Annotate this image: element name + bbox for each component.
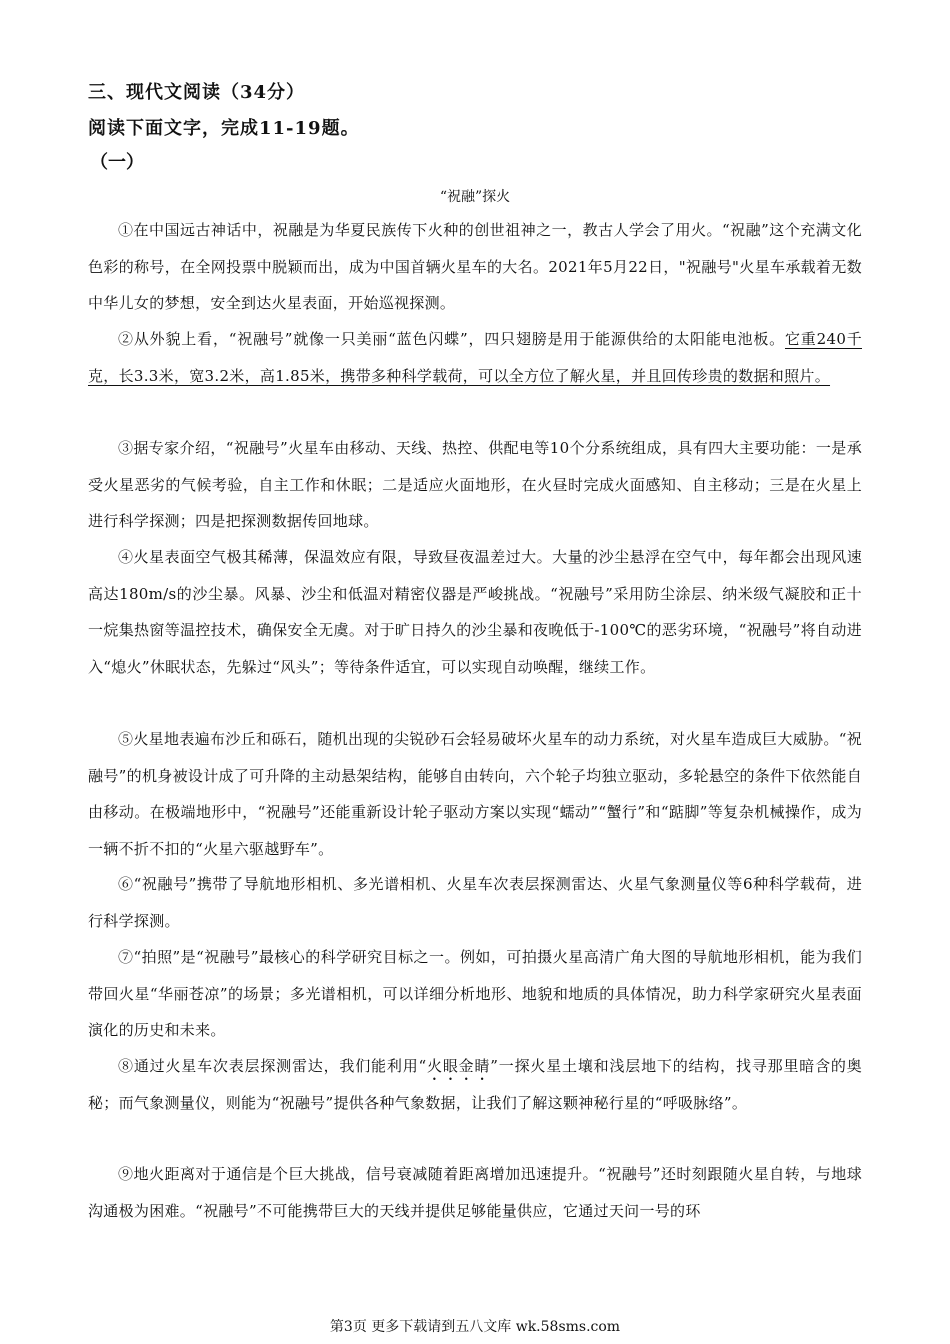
paragraph-2-text: ②从外貌上看，“祝融号”就像一只美丽“蓝色闪蝶”，四只翅膀是用于能源供给的太阳能电池板。 — [118, 330, 785, 348]
page-footer: 第3页 更多下载请到五八文库 wk.58sms.com — [329, 1319, 621, 1335]
paragraph-9: ⑨地火距离对于通信是个巨大挑战，信号衰减随着距离增加迅速提升。“祝融号”还时刻跟随火星自转，与地球沟通极为困难。“祝融号”不可能携带巨大的天线并提供足够能量供应，它通过天问一号的环 — [88, 1165, 862, 1220]
paragraph-8-text-a: ⑧通过火星车次表层探测雷达，我们能利用“ — [118, 1057, 427, 1075]
paragraph-8-emphasis: 火眼金睛 — [426, 1057, 491, 1075]
paragraph-8-text-b: ”一探火星土壤和浅层地下的结构，找寻那里暗含的奥秘；而气象测量仪，则能为“祝融号”提供各种气象数据，让我们了解这颗神秘行星的“呼吸脉络”。 — [88, 1057, 863, 1112]
paragraph-8 — [88, 1048, 862, 1121]
article-title: “祝融”探火 — [439, 189, 511, 205]
section-heading: 三、现代文阅读（34分） — [88, 82, 306, 103]
paragraph-7: ⑦“拍照”是“祝融号”最核心的科学研究目标之一。例如，可拍摄火星高清广角大图的导航地形相机，能为我们带回火星“华丽苍凉”的场景；多光谱相机，可以详细分析地形、地貌和地质的具体情况，助力科学家研究火星表面演化的历史和未来。 — [88, 948, 862, 1039]
paragraph-2-underlined: 它重240千克，长3.3米，宽3.2米，高1.85米，携带多种科学载荷，可以全方位了解火星，并且回传珍贵的数据和照片。 — [88, 330, 862, 385]
paragraph-2 — [88, 321, 862, 394]
paragraph-3: ③据专家介绍，“祝融号”火星车由移动、天线、热控、供配电等10个分系统组成，具有四大主要功能：一是承受火星恶劣的气候考验，自主工作和休眠；二是适应火面地形，在火昼时完成火面感知、自主移动；三是在火星上进行科学探测；四是把探测数据传回地球。 — [88, 439, 862, 530]
paragraph-4: ④火星表面空气极其稀薄，保温效应有限，导致昼夜温差过大。大量的沙尘悬浮在空气中，每年都会出现风速高达180m/s的沙尘暴。风暴、沙尘和低温对精密仪器是严峻挑战。“祝融号”采用防尘涂层、纳米级气凝胶和正十一烷集热窗等温控技术，确保安全无虞。对于旷日持久的沙尘暴和夜晚低于-100℃的恶劣环境，“祝融号”将自动进入“熄火”休眠状态，先躲过“风头”；等待条件适宜，可以实现自动唤醒，继续工作。 — [88, 548, 862, 676]
paragraph-1: ①在中国远古神话中，祝融是为华夏民族传下火种的创世祖神之一，教古人学会了用火。“祝融”这个充满文化色彩的称号，在全网投票中脱颖而出，成为中国首辆火星车的大名。2021年5月22日，"祝融号"火星车承载着无数中华儿女的梦想，安全到达火星表面，开始巡视探测。 — [88, 221, 862, 312]
paragraph-6: ⑥“祝融号”携带了导航地形相机、多光谱相机、火星车次表层探测雷达、火星气象测量仪等6种科学载荷，进行科学探测。 — [88, 875, 862, 930]
part-label: （一） — [90, 152, 144, 173]
paragraph-5: ⑤火星地表遍布沙丘和砾石，随机出现的尖锐砂石会轻易破坏火星车的动力系统，对火星车造成巨大威胁。“祝融号”的机身被设计成了可升降的主动悬架结构，能够自由转向，六个轮子均独立驱动，多轮悬空的条件下依然能自由移动。在极端地形中，“祝融号”还能重新设计轮子驱动方案以实现“蠕动”“蟹行”和“踮脚”等复杂机械操作，成为一辆不折不扣的“火星六驱越野车”。 — [88, 730, 862, 858]
reading-instruction: 阅读下面文字，完成11-19题。 — [88, 118, 360, 139]
